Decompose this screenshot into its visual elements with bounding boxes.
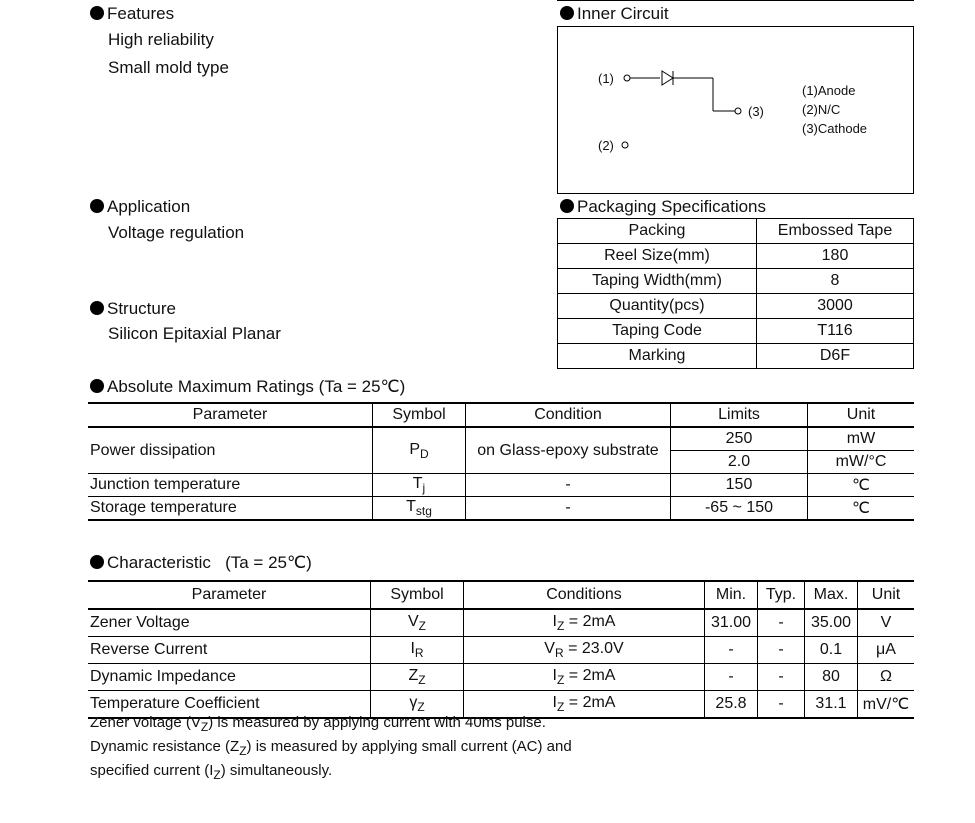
- symbol-pd: $P_D$: [373, 427, 466, 474]
- feature-item: High reliability: [108, 30, 214, 49]
- table-row: Temperature Coefficient $\gamma_Z$ $I_Z = 2mA$ 25.8 - 31.1 mV/℃: [88, 691, 914, 719]
- abs-max-table: [88, 402, 914, 521]
- table-row: Reverse Current $I_R$ $V_R = 23.0V$ - - 0.1 μA: [88, 637, 914, 664]
- pin-legend-item: (1)Anode: [802, 83, 856, 98]
- bullet-icon: [90, 199, 104, 213]
- features-heading: Features: [90, 4, 174, 24]
- table-header-row: Parameter Symbol Condition Limits Unit: [88, 403, 914, 427]
- abs-max-heading: Absolute Maximum Ratings (Ta = 25℃): [90, 377, 405, 397]
- table-row: Junction temperature $T_j$ - 150 ℃: [88, 474, 914, 497]
- bullet-icon: [90, 555, 104, 569]
- packaging-table: [557, 218, 914, 369]
- pin1-label: (1): [598, 71, 614, 86]
- table-row: Reel Size(mm) 180: [558, 244, 914, 269]
- bullet-icon: [90, 6, 104, 20]
- table-row: Taping Width(mm) 8: [558, 269, 914, 294]
- structure-heading: Structure: [90, 299, 176, 319]
- note-line: Zener voltage $(V_Z)$ is measured by applying current with 40ms pulse.: [90, 714, 546, 734]
- table-row: Power dissipation $P_D$ on Glass-epoxy substrate 250 mW: [88, 427, 914, 451]
- table-row: Packing Embossed Tape: [558, 219, 914, 244]
- characteristic-heading: Characteristic (Ta = 25℃): [90, 553, 312, 573]
- inner-circuit-heading: Inner Circuit: [560, 4, 669, 24]
- pin2-label: (2): [598, 138, 614, 153]
- bullet-icon: [90, 379, 104, 393]
- bullet-icon: [90, 301, 104, 315]
- note-line: Dynamic resistance $(Z_Z)$ is measured by applying small current (AC) and: [90, 738, 572, 758]
- application-item: Voltage regulation: [108, 223, 245, 242]
- abs-max-condition-note: (Ta = 25℃): [318, 377, 406, 396]
- note-line: specified current $(I_Z)$ simultaneously.: [90, 762, 333, 782]
- table-row: 2.0 mW/°C: [88, 451, 914, 474]
- feature-item: Small mold type: [108, 58, 229, 77]
- characteristic-table: [88, 580, 914, 719]
- table-row: Taping Code T116: [558, 319, 914, 344]
- table-row: Marking D6F: [558, 344, 914, 369]
- circuit-diagram: [558, 27, 913, 193]
- application-heading: Application: [90, 197, 190, 217]
- characteristic-condition-note: (Ta = 25℃): [225, 553, 312, 572]
- structure-item: Silicon Epitaxial Planar: [108, 324, 281, 343]
- table-row: Zener Voltage $V_Z$ $I_Z = 2mA$ 31.00 - 35.00 V: [88, 609, 914, 637]
- bullet-icon: [560, 6, 574, 20]
- pin-legend-item: (3)Cathode: [802, 121, 868, 136]
- table-header-row: Parameter Symbol Conditions Min. Typ. Max. Unit: [88, 581, 914, 609]
- packaging-heading: Packaging Specifications: [560, 197, 766, 217]
- bullet-icon: [560, 199, 574, 213]
- pin3-label: (3): [748, 104, 764, 119]
- pin-legend-item: (2)N/C: [802, 102, 841, 117]
- table-row: Storage temperature $T_{stg}$ - -65 ~ 150 ℃: [88, 497, 914, 521]
- table-row: Quantity(pcs) 3000: [558, 294, 914, 319]
- table-row: Dynamic Impedance $Z_Z$ $I_Z = 2mA$ - - 80 Ω: [88, 664, 914, 691]
- inner-circuit-box: [557, 26, 914, 194]
